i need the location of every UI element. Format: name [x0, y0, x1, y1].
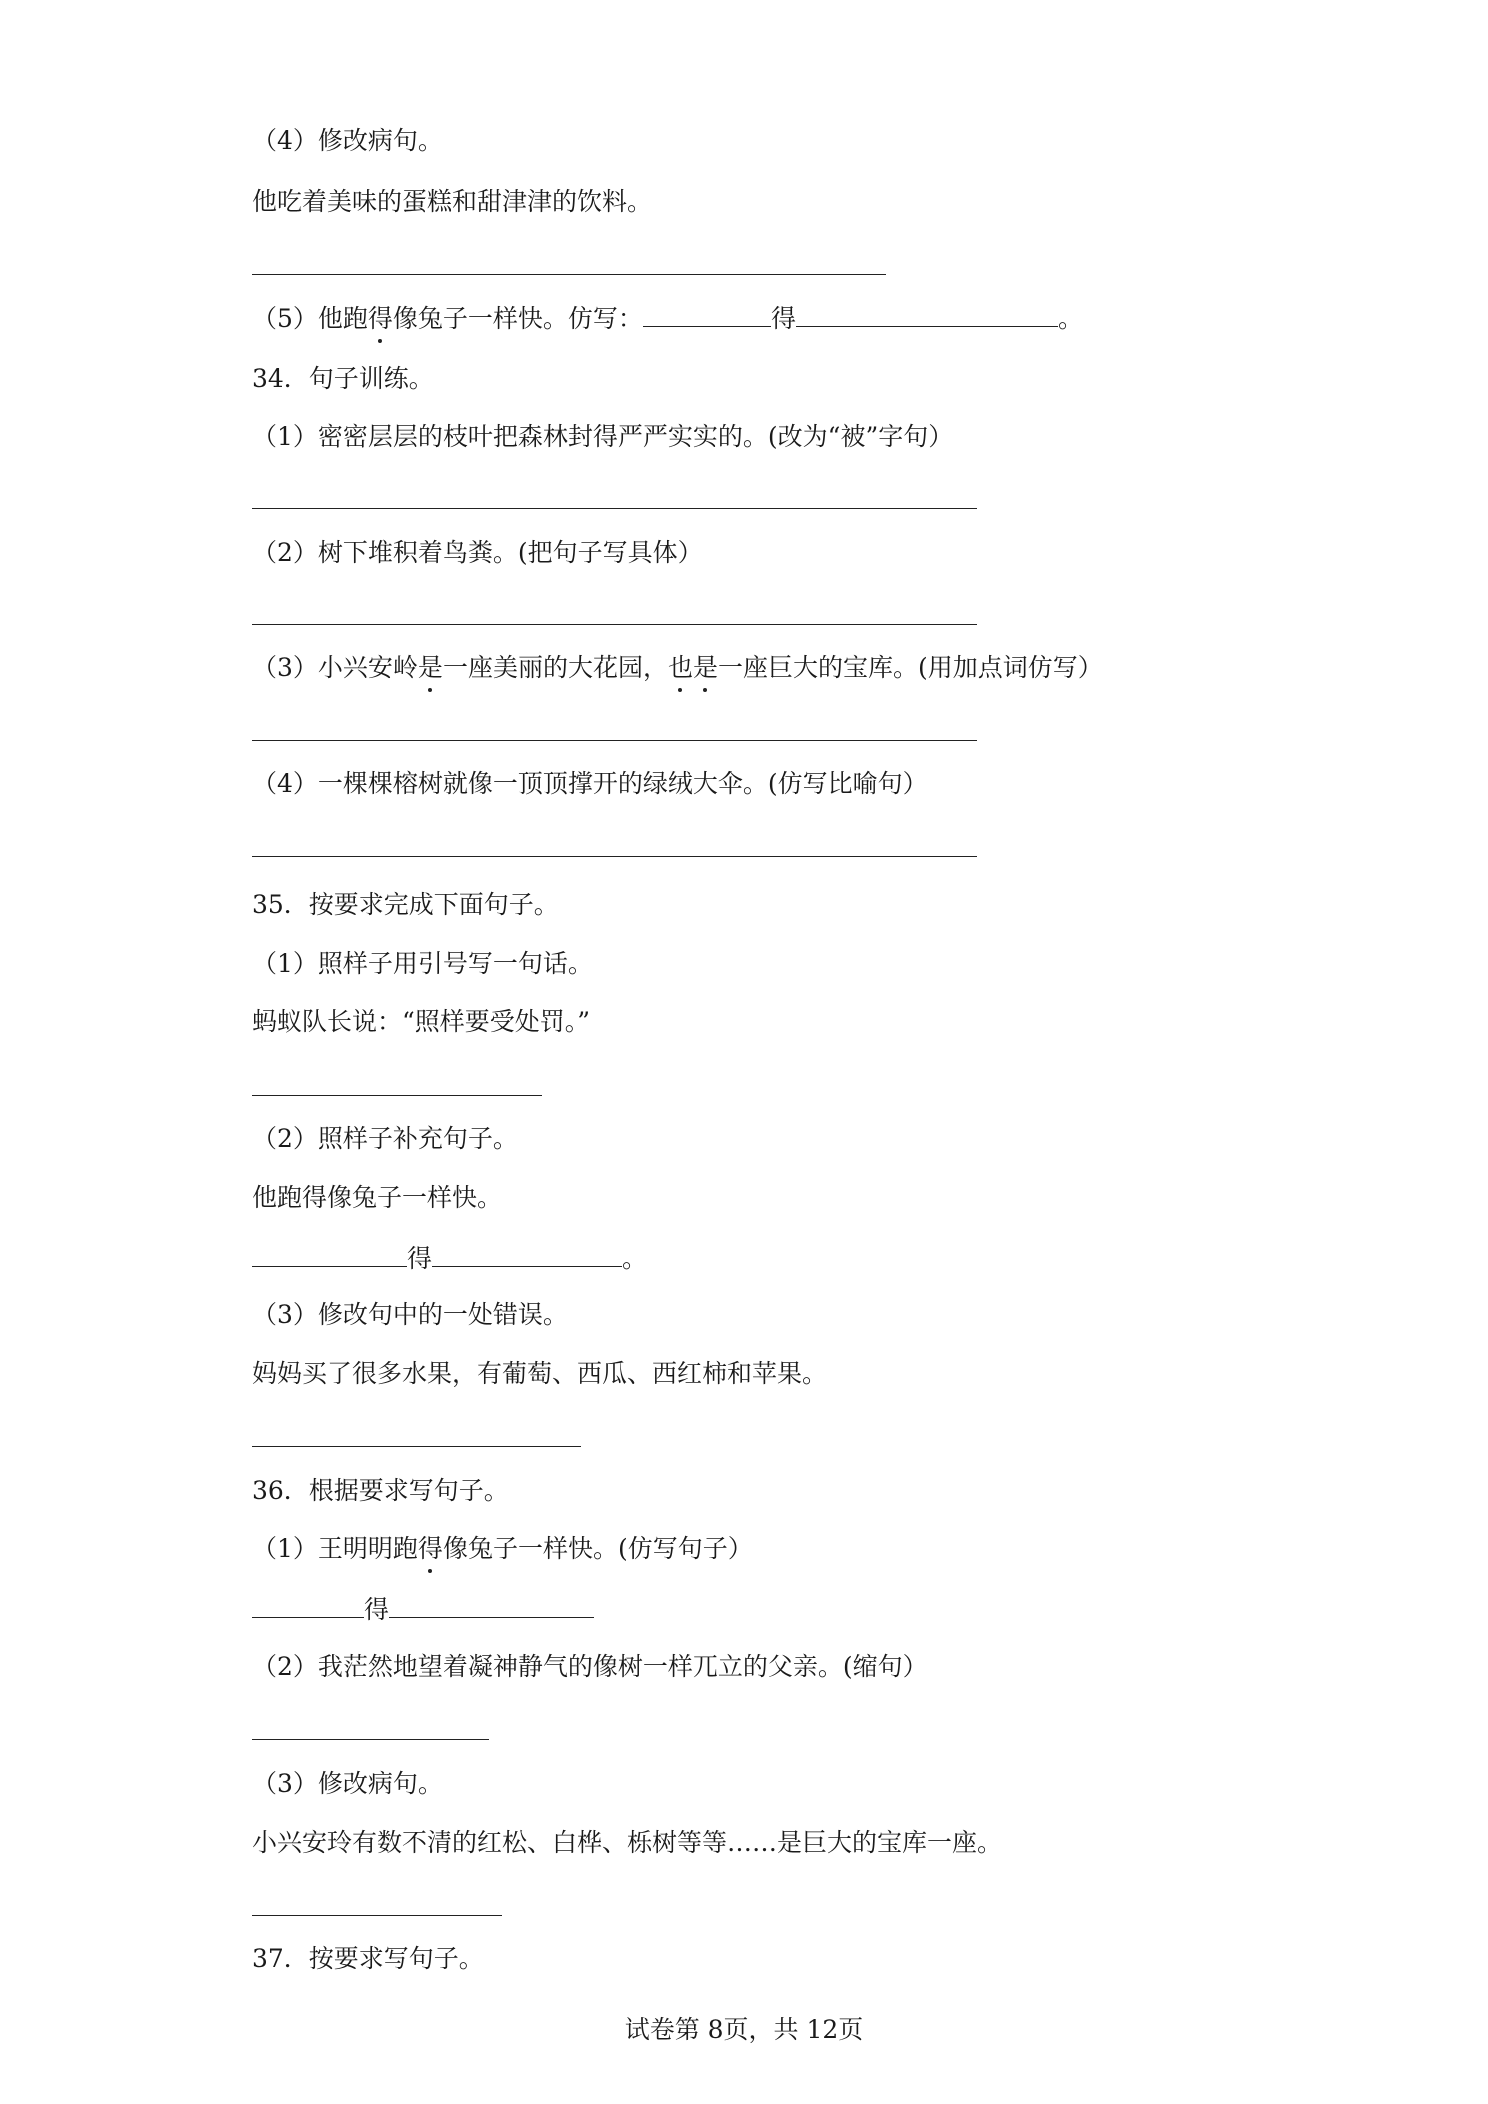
answer-blank[interactable] — [252, 1240, 407, 1267]
q37-title: 37．按要求写句子。 — [252, 1944, 484, 1973]
q34-part3-c: 一座巨大的宝库。(用加点词仿写） — [717, 653, 1103, 682]
q35-part1-label: （1）照样子用引号写一句话。 — [252, 949, 593, 978]
q33-part5-de: 得 — [770, 304, 796, 333]
answer-blank[interactable] — [796, 300, 1058, 327]
q33-part4-sentence: 他吃着美味的蛋糕和甜津津的饮料。 — [252, 187, 653, 216]
q34-part2: （2）树下堆积着鸟粪。(把句子写具体） — [252, 538, 703, 567]
q36-part1-a: （1）王明明跑 — [252, 1534, 418, 1563]
q33-part5-end: 。 — [1057, 304, 1083, 333]
q34-part1: （1）密密层层的枝叶把森林封得严严实实的。(改为“被”字句） — [252, 422, 954, 451]
q35-part2-example: 他跑得像兔子一样快。 — [252, 1183, 503, 1212]
q34-part3-a: （3）小兴安岭 — [252, 653, 418, 682]
q36-part3-sentence: 小兴安玲有数不清的红松、白桦、栎树等等……是巨大的宝库一座。 — [252, 1828, 1003, 1857]
q36-title: 36．根据要求写句子。 — [252, 1476, 509, 1505]
q36-part1 — [252, 1532, 753, 1566]
answer-blank[interactable] — [252, 1591, 364, 1618]
answer-line[interactable] — [252, 274, 886, 275]
q36-part3-label: （3）修改病句。 — [252, 1769, 443, 1798]
answer-line[interactable] — [252, 1095, 542, 1096]
q35-title: 35．按要求完成下面句子。 — [252, 890, 559, 919]
q36-part1-b: 像兔子一样快。(仿写句子） — [442, 1534, 753, 1563]
q35-part2-end: 。 — [622, 1244, 648, 1273]
q33-part5 — [252, 300, 1083, 336]
q36-part2: （2）我茫然地望着凝神静气的像树一样兀立的父亲。(缩句） — [252, 1652, 928, 1681]
q35-part3-sentence: 妈妈买了很多水果，有葡萄、西瓜、西红柿和苹果。 — [252, 1359, 828, 1388]
emphasis-dot-char: 是 — [418, 651, 443, 685]
q36-part1-fill — [252, 1591, 594, 1627]
answer-line[interactable] — [252, 624, 977, 625]
q35-part1-example: 蚂蚁队长说：“照样要受处罚。” — [252, 1007, 591, 1036]
q35-part2-fill — [252, 1240, 647, 1276]
q35-part2-label: （2）照样子补充句子。 — [252, 1124, 518, 1153]
q36-part1-de: 得 — [364, 1595, 390, 1624]
q35-part2-de: 得 — [407, 1244, 433, 1273]
q33-part5-pre: （5）他跑 — [252, 304, 368, 333]
emphasis-dot-char: 得 — [368, 302, 393, 336]
answer-line[interactable] — [252, 508, 977, 509]
emphasis-dot-char: 得 — [418, 1532, 443, 1566]
answer-line[interactable] — [252, 1739, 489, 1740]
emphasis-dot-char: 也 — [668, 651, 693, 685]
q34-part3-b: 一座美丽的大花园， — [442, 653, 668, 682]
answer-blank[interactable] — [389, 1591, 594, 1618]
emphasis-dot-char: 是 — [693, 651, 718, 685]
answer-line[interactable] — [252, 740, 977, 741]
answer-line[interactable] — [252, 856, 977, 857]
answer-line[interactable] — [252, 1446, 581, 1447]
q35-part3-label: （3）修改句中的一处错误。 — [252, 1300, 568, 1329]
q34-title: 34．句子训练。 — [252, 364, 434, 393]
q33-part5-mid: 像兔子一样快。仿写： — [392, 304, 643, 333]
q33-part4-label: （4）修改病句。 — [252, 126, 443, 155]
answer-blank[interactable] — [643, 300, 771, 327]
q34-part4: （4）一棵棵榕树就像一顶顶撑开的绿绒大伞。(仿写比喻句） — [252, 769, 928, 798]
answer-line[interactable] — [252, 1915, 502, 1916]
page-footer: 试卷第 8页，共 12页 — [624, 2015, 864, 2044]
q34-part3 — [252, 651, 1103, 685]
answer-blank[interactable] — [432, 1240, 622, 1267]
